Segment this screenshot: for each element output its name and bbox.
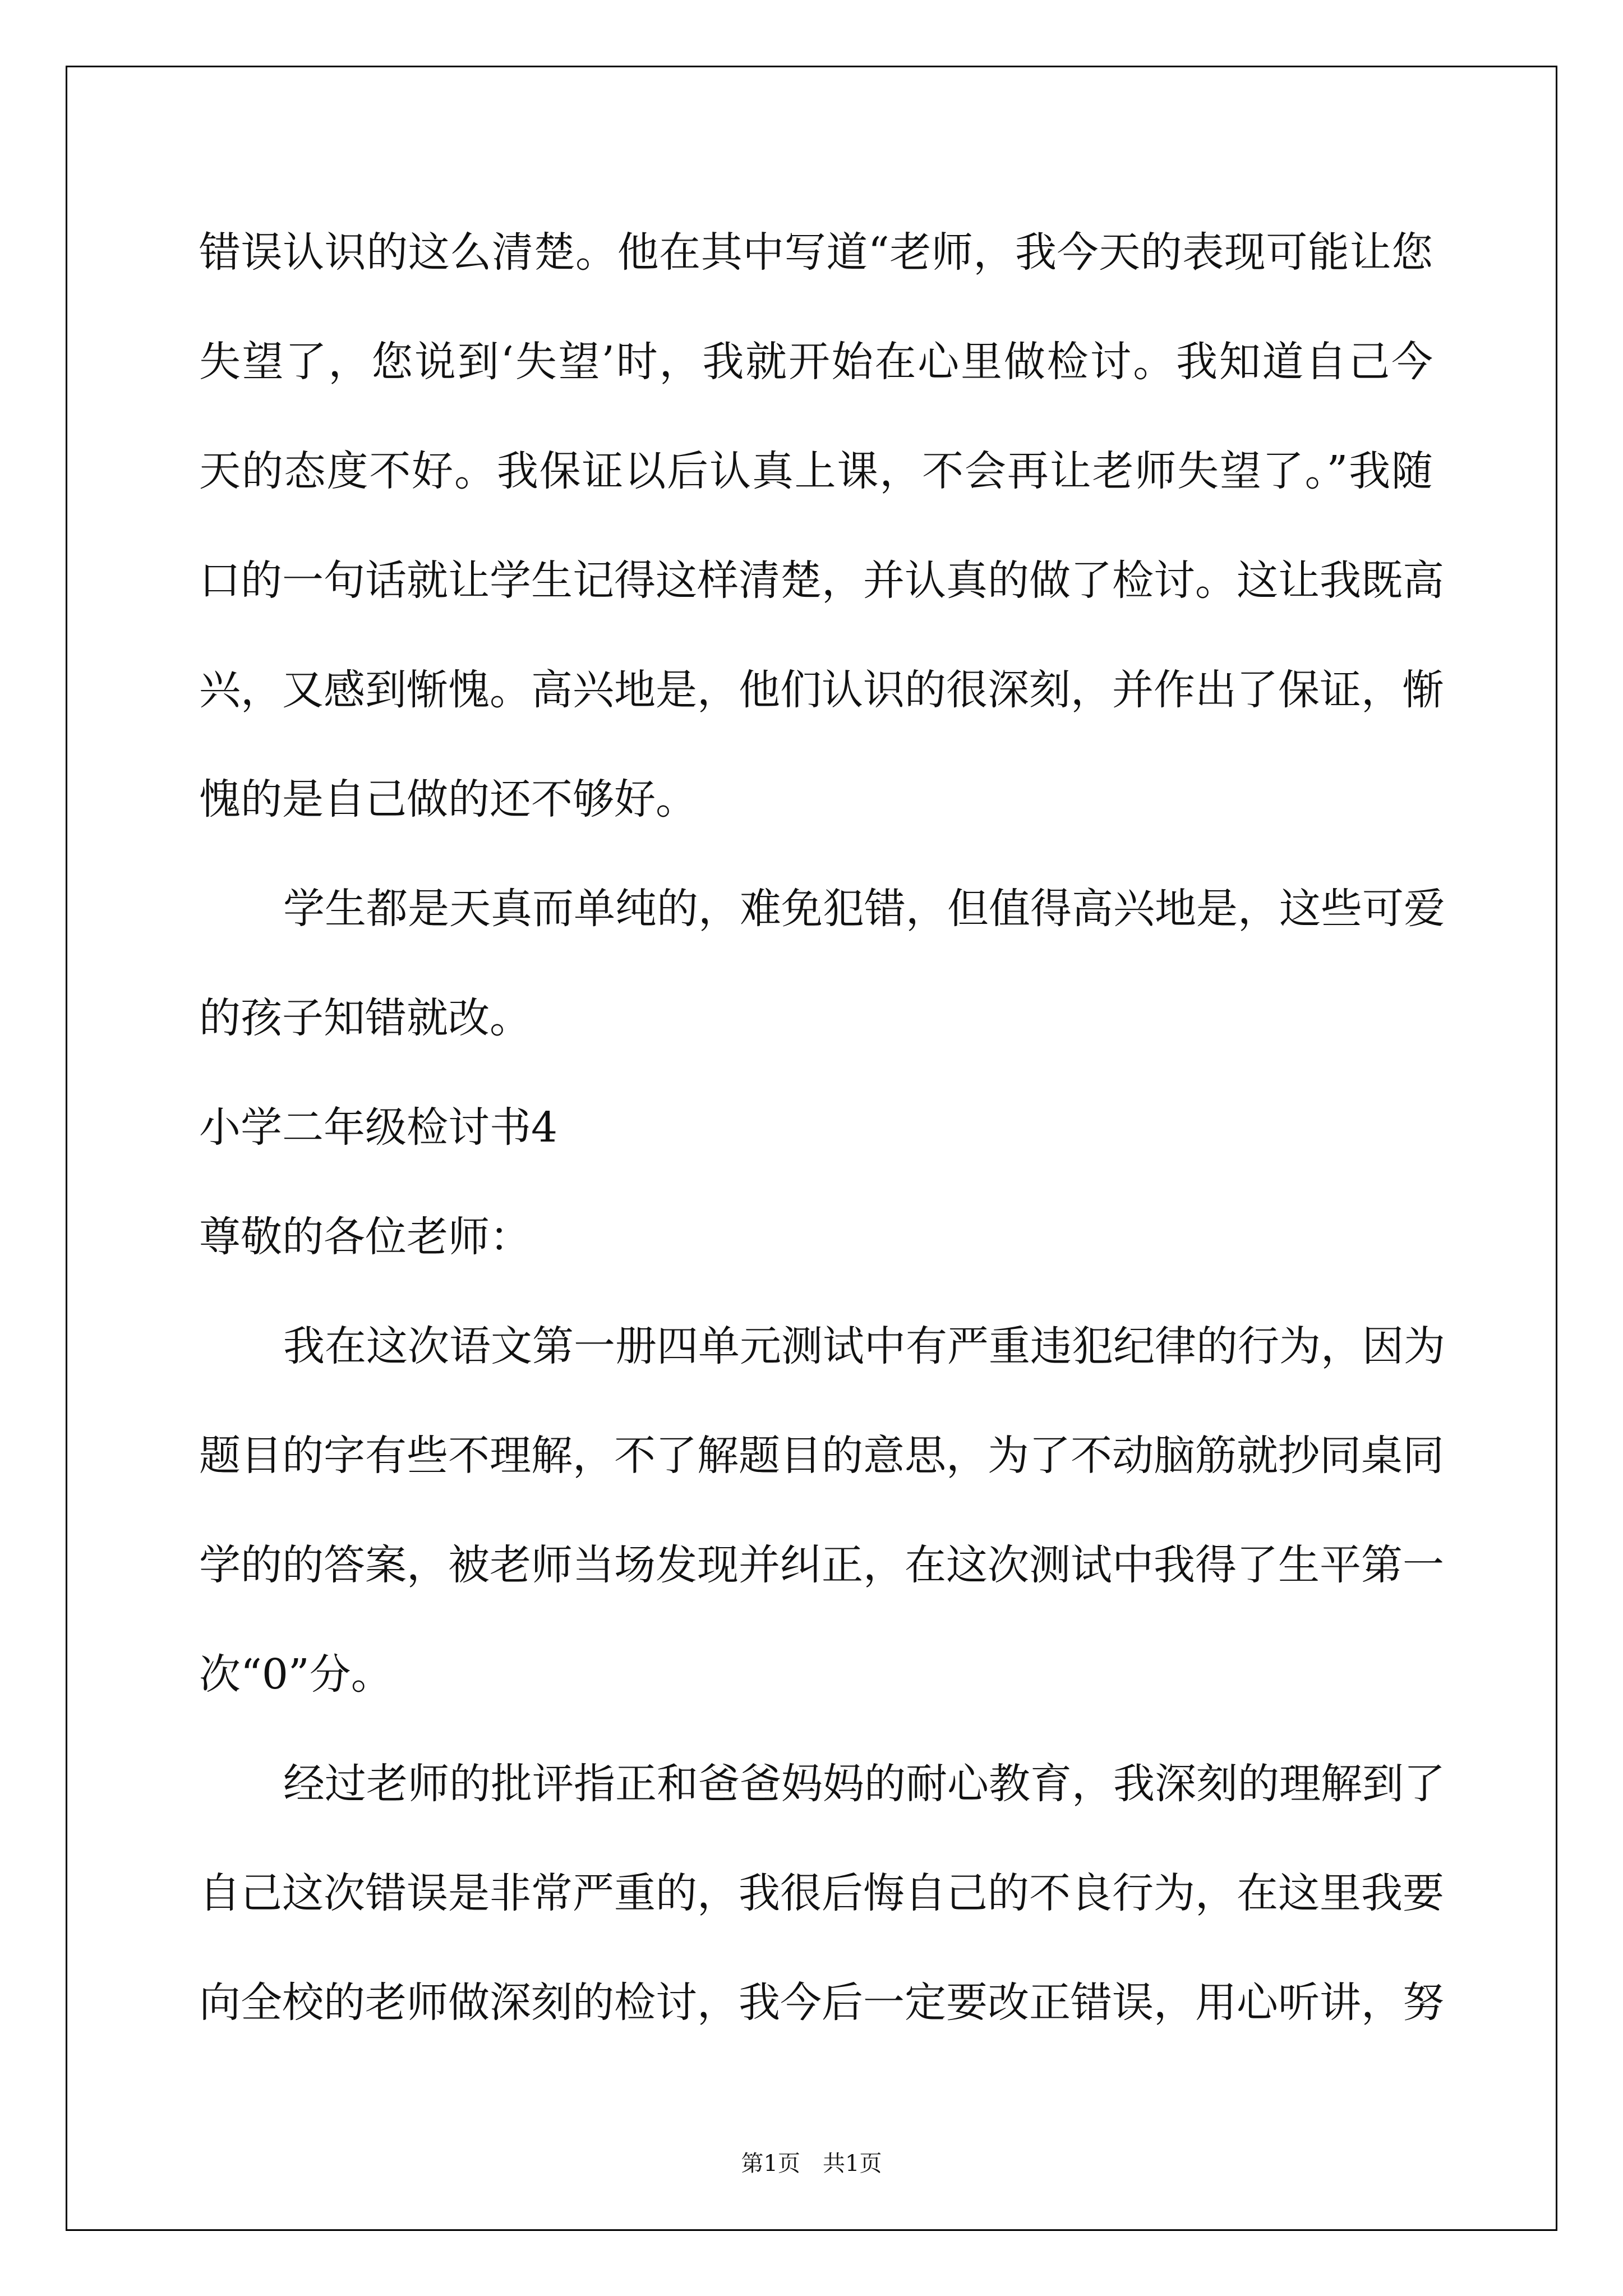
section-heading: 小学二年级检讨书4 [199, 1103, 558, 1152]
salutation: 尊敬的各位老师： [199, 1213, 531, 1261]
text-line: 我在这次语文第一册四单元测试中有严重违犯纪律的行为，因为 [283, 1322, 1445, 1370]
text-line: 题目的字有些不理解，不了解题目的意思，为了不动脑筋就抄同桌同 [199, 1432, 1444, 1480]
text-line: 失望了，您说到‘失望’时，我就开始在心里做检讨。我知道自己今 [199, 338, 1433, 386]
text-line: 错误认识的这么清楚。他在其中写道“老师，我今天的表现可能让您 [199, 228, 1433, 277]
text-line: 口的一句话就让学生记得这样清楚，并认真的做了检讨。这让我既高 [199, 556, 1444, 605]
text-line: 愧的是自己做的还不够好。 [199, 775, 697, 823]
text-line: 学的的答案，被老师当场发现并纠正，在这次测试中我得了生平第一 [199, 1541, 1444, 1589]
text-line: 兴，又感到惭愧。高兴地是，他们认识的很深刻，并作出了保证，惭 [199, 666, 1444, 714]
text-line: 经过老师的批评指正和爸爸妈妈的耐心教育，我深刻的理解到了 [283, 1760, 1445, 1808]
text-line: 天的态度不好。我保证以后认真上课，不会再让老师失望了。”我随 [199, 447, 1433, 495]
text-line: 的孩子知错就改。 [199, 994, 531, 1042]
text-line: 向全校的老师做深刻的检讨，我今后一定要改正错误，用心听讲，努 [199, 1978, 1444, 2027]
text-line: 次“0”分。 [199, 1650, 393, 1699]
text-line: 自己这次错误是非常严重的，我很后悔自己的不良行为，在这里我要 [199, 1869, 1444, 1917]
text-line: 学生都是天真而单纯的，难免犯错，但值得高兴地是，这些可爱 [283, 885, 1445, 933]
page-number: 第1页 共1页 [741, 2151, 882, 2177]
